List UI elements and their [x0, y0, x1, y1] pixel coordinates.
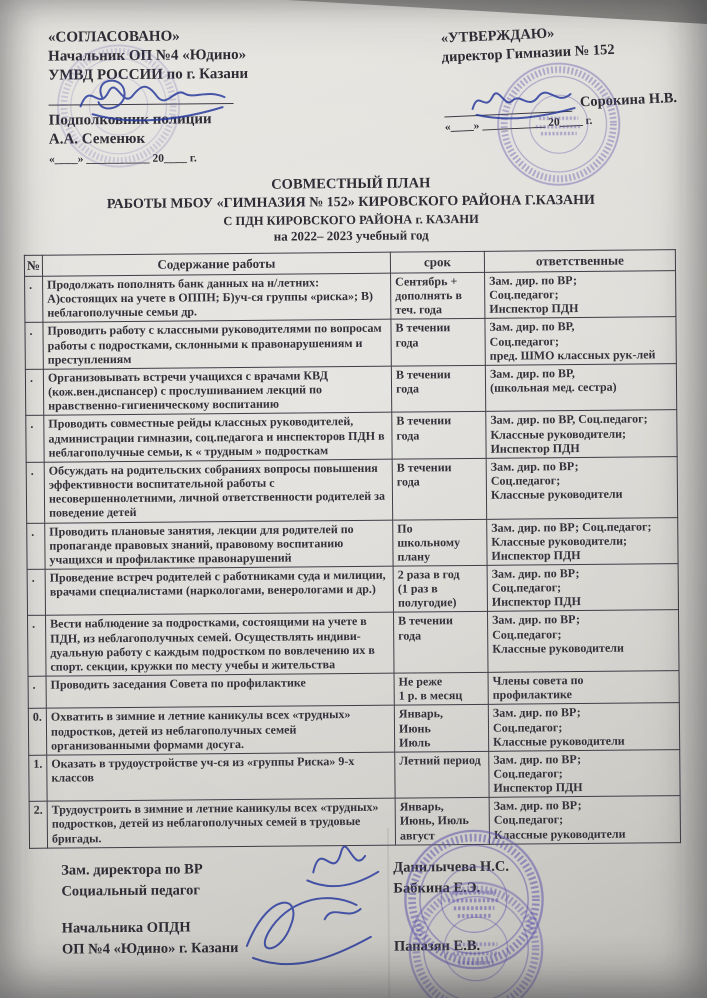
row-responsible-cell: Члены совета по профилактике: [488, 671, 679, 705]
footer-label: Начальника ОПДН: [61, 919, 191, 937]
footer-signatures: [61, 855, 707, 961]
row-term-cell: В течении года: [393, 612, 488, 673]
approve-date-line: «____» ___________ 20____ г.: [444, 114, 593, 134]
row-responsible-cell: Зам. дир. по ВР; Соц.педагог; Классные руководители: [488, 703, 679, 751]
row-content-cell: Проводить заседания Совета по профилактике: [46, 673, 394, 708]
plan-table-body: [25, 271, 681, 848]
approve-title: «УТВЕРЖДАЮ»: [440, 25, 555, 47]
row-responsible-cell: Зам. дир. по ВР, Соц.педагог; Классные руководители; Инспектор ПДН: [486, 410, 677, 458]
approve-line1: директор Гимназии № 152: [441, 41, 615, 66]
signature-line: [48, 85, 233, 106]
row-number-cell: .: [25, 276, 43, 323]
table-row: [25, 364, 676, 416]
row-content-cell: Проведение встреч родителей с работниками суда и милиции, врачами специалистами (наркологами, венерологами и др.): [45, 566, 393, 616]
row-term-cell: В течении года: [392, 458, 487, 519]
row-content-cell: Оказать в трудоустройстве уч-ся из «группы Риска» 9-х классов: [47, 752, 395, 802]
footer-name: Данилычева Н.С.: [393, 858, 510, 876]
row-number-cell: 1.: [29, 755, 47, 802]
agreed-date-line: «____» ___________ 20____ г.: [48, 152, 197, 166]
table-row: [26, 410, 677, 462]
row-responsible-cell: Зам. дир. по ВР; Соц.педагог; Классные руководители; Инспектор ПДН: [487, 517, 678, 565]
table-row: [26, 457, 678, 523]
row-term-cell: Январь, Июнь, Июль август: [395, 798, 489, 845]
row-term-cell: Летний период: [395, 751, 489, 798]
col-header-content: Содержание работы: [42, 252, 390, 276]
agreed-name: А.А. Семенюк: [48, 130, 146, 148]
table-row: [29, 750, 680, 802]
row-content-cell: Организовывать встречи учащихся с врачами КВД (кож.вен.диспансер) с прослушиванием лекций по нравственно-гигиеническому воспитанию: [43, 366, 391, 416]
row-content-cell: Проводить плановые занятия, лекции для родителей по пропаганде правовых знаний, правовому воспитанию учащихся и профилактике правонарушений: [45, 520, 393, 570]
row-term-cell: В течении года: [391, 365, 485, 412]
footer-label: Зам. директора по ВР: [61, 861, 203, 879]
footer-name: Папазян Е.В.: [393, 937, 481, 955]
row-number-cell: .: [26, 462, 45, 523]
agreed-line2: УМВД РОССИИ по г. Казани: [48, 66, 249, 85]
document-title: [0, 172, 705, 248]
approval-header: [0, 0, 704, 168]
row-responsible-cell: Зам. дир. по ВР; Соц.педагог; Классные руководители: [489, 796, 680, 844]
row-responsible-cell: Зам. дир. по ВР, (школьная мед. сестра): [485, 364, 676, 412]
row-term-cell: 2 раза в год (1 раз в полугодие): [393, 565, 487, 612]
approved-block: [440, 19, 684, 168]
footer-label: Социальный педагог: [61, 882, 200, 900]
row-number-cell: .: [25, 369, 43, 416]
row-term-cell: В течении года: [392, 412, 486, 459]
title-line3: С ПДН КИРОВСКОГО РАЙОНА г. КАЗАНИ: [223, 211, 479, 229]
row-responsible-cell: Зам. дир. по ВР; Соц.педагог; Инспектор ПДН: [487, 564, 678, 612]
director-name: Сорокина Н.В.: [579, 89, 678, 110]
table-row: [29, 796, 680, 848]
row-responsible-cell: Зам. дир. по ВР, Соц.педагог; пред. ШМО классных рук-лей: [485, 317, 676, 365]
table-row: [25, 271, 676, 323]
row-term-cell: Не реже 1 р. в месяц: [394, 672, 488, 705]
title-line2: РАБОТЫ МБОУ «ГИМНАЗИЯ № 152» КИРОВСКОГО РАЙОНА Г.КАЗАНИ: [106, 192, 595, 212]
row-responsible-cell: Зам. дир. по ВР; Соц.педагог; Инспектор ПДН: [489, 750, 680, 798]
footer-label: ОП №4 «Юдино» г. Казани: [61, 939, 239, 958]
row-term-cell: Январь, Июнь Июль: [394, 705, 488, 752]
table-row: [27, 564, 678, 616]
row-content-cell: Вести наблюдение за подростками, состоящими на учете в ПДН, из неблагополучных семей. Осуществлять индиви-дуальную работу с каждым подростком по вовлечению их в спорт. секции, кружки по месту учебы и жительства: [46, 613, 395, 677]
row-content-cell: Обсуждать на родительских собраниях вопросы повышения эффективности воспитательной работы с несовершеннолетними, личной ответственности родителей за поведение детей: [44, 459, 393, 523]
title-line4: на 2022– 2023 учебный год: [273, 227, 429, 244]
row-content-cell: Продолжать пополнять банк данных на н/летних: А)состоящих на учете в ОППН; Б)уч-ся группы «риска»; В) неблагополучные семьи др.: [43, 273, 391, 323]
row-term-cell: Сентябрь + дополнять в теч. года: [391, 272, 485, 319]
plan-table: [24, 249, 681, 848]
agreed-line1: Начальник ОП №4 «Юдино»: [48, 47, 247, 65]
footer-name: Бабкина Е.Э.: [393, 879, 481, 897]
row-number-cell: .: [27, 569, 45, 616]
agreed-title: «СОГЛАСОВАНО»: [47, 28, 180, 46]
row-responsible-cell: Зам. дир. по ВР; Соц.педагог; Классные руководители: [487, 610, 679, 672]
agreed-rank: Подполковник полиции: [48, 110, 212, 129]
row-responsible-cell: Зам. дир. по ВР; Соц.педагог; Инспектор ПДН: [485, 271, 676, 319]
row-number-cell: .: [28, 676, 46, 708]
row-term-cell: В течении года: [391, 319, 485, 366]
table-row: [28, 610, 680, 676]
table-row: [25, 317, 676, 369]
table-row: [28, 703, 679, 755]
col-header-number: №: [24, 255, 42, 276]
table-row: [27, 517, 678, 569]
row-number-cell: .: [27, 523, 45, 570]
col-header-term: срок: [390, 251, 484, 273]
row-number-cell: .: [26, 416, 44, 463]
row-content-cell: Трудоустроить в зимние и летние каникулы всех «трудных» подростков, детей из неблагополучных семей в трудовые бригады.: [47, 798, 395, 848]
row-number-cell: 2.: [29, 802, 47, 849]
row-term-cell: По школьному плану: [393, 519, 487, 566]
row-number-cell: .: [28, 616, 47, 677]
row-responsible-cell: Зам. дир. по ВР; Соц.педагог; Классные руководители: [486, 457, 678, 519]
row-number-cell: 0.: [28, 709, 46, 756]
col-header-responsible: ответственные: [484, 250, 675, 273]
footer-row: [62, 934, 707, 961]
row-content-cell: Охватить в зимние и летние каникулы всех «трудных» подростков, детей из неблагополучных семей организованными формами досуга.: [46, 706, 394, 756]
row-content-cell: Проводить работу с классными руководителями по вопросам работы с подростками, склонными к правонарушениям и преступлениям: [43, 320, 391, 370]
row-number-cell: .: [25, 323, 43, 370]
row-content-cell: Проводить совместные рейды классных руководителей, администрации гимназии, соц.педагога и инспекторов ПДН в неблагополучные семьи, к « трудным » подросткам: [44, 413, 392, 463]
agreed-block: [48, 26, 354, 168]
title-line1: СОВМЕСТНЫЙ ПЛАН: [271, 175, 431, 193]
